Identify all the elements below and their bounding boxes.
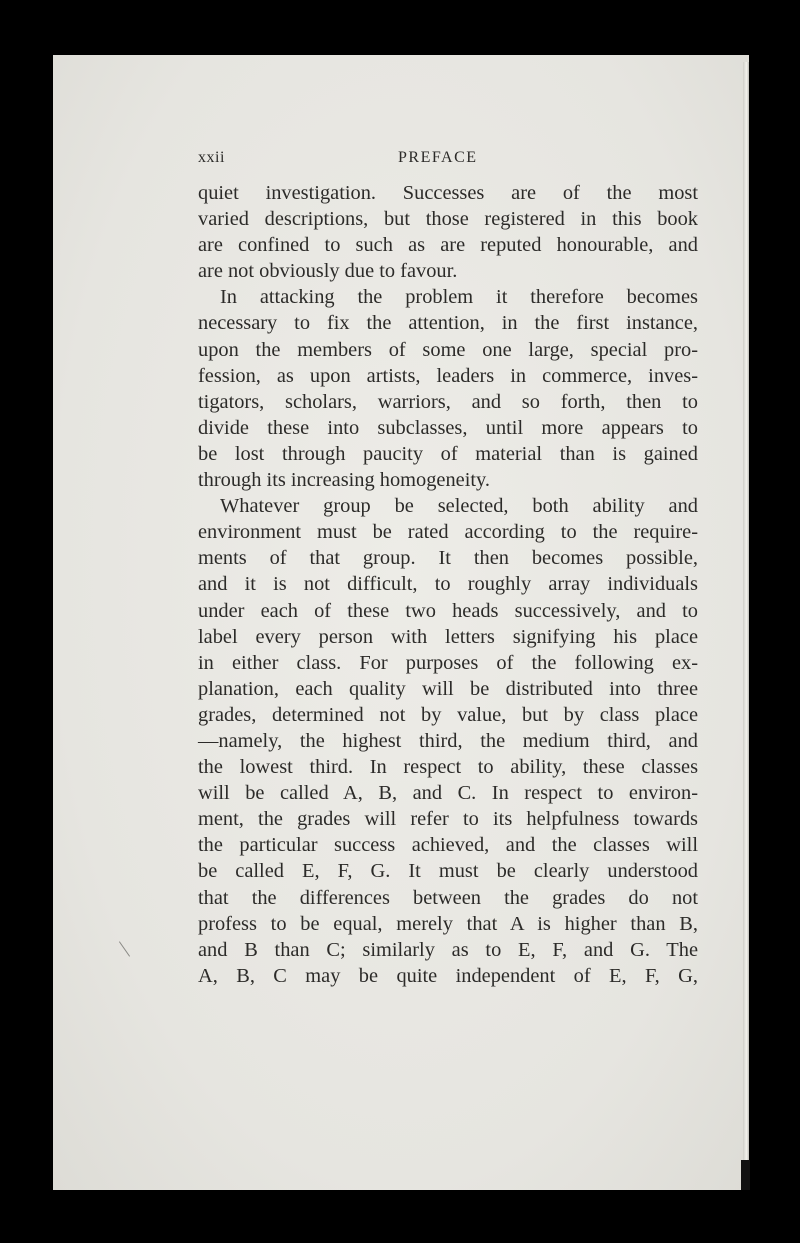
text-line: environment must be rated according to the require-: [198, 521, 698, 544]
text-line: are confined to such as are reputed honourable, and: [198, 234, 698, 257]
text-line: divide these into subclasses, until more appears to: [198, 416, 698, 439]
text-line: under each of these two heads successively, and to: [198, 599, 698, 622]
section-title: PREFACE: [398, 149, 478, 166]
text-line: and B than C; similarly as to E, F, and G. The: [198, 938, 698, 961]
text-line: quiet investigation. Successes are of the most: [198, 182, 698, 204]
text-line: and it is not difficult, to roughly array individuals: [198, 573, 698, 596]
text-line: ment, the grades will refer to its helpfulness towards: [198, 808, 698, 831]
text-line: are not obviously due to favour.: [198, 260, 458, 283]
page-edge: [743, 62, 749, 1190]
body-text: [198, 180, 698, 989]
text-line: the lowest third. In respect to ability, these classes: [198, 756, 698, 779]
text-line: Whatever group be selected, both ability and: [220, 495, 698, 518]
text-line: in either class. For purposes of the following ex-: [198, 651, 698, 674]
text-line: the particular success achieved, and the classes will: [198, 834, 698, 857]
text-line: tigators, scholars, warriors, and so forth, then to: [198, 390, 698, 413]
text-line: label every person with letters signifying his place: [198, 625, 698, 648]
text-line: upon the members of some one large, special pro-: [198, 338, 698, 361]
paragraph: [198, 180, 698, 284]
text-line: be called E, F, G. It must be clearly understood: [198, 860, 698, 883]
text-line: varied descriptions, but those registered in this book: [198, 208, 698, 231]
page-number: xxii: [198, 149, 225, 166]
text-line: will be called A, B, and C. In respect to environ-: [198, 782, 698, 805]
text-line: In attacking the problem it therefore becomes: [220, 286, 698, 309]
text-line: planation, each quality will be distributed into three: [198, 677, 698, 700]
text-line: necessary to fix the attention, in the first instance,: [198, 312, 698, 335]
text-line: grades, determined not by value, but by class place: [198, 703, 698, 726]
text-line: through its increasing homogeneity.: [198, 469, 491, 492]
page-edge-shadow: [741, 1160, 750, 1190]
paragraph: [198, 493, 698, 989]
text-line: fession, as upon artists, leaders in commerce, inves-: [198, 364, 698, 387]
text-line: be lost through paucity of material than is gained: [198, 442, 698, 465]
text-line: —namely, the highest third, the medium third, and: [198, 729, 698, 752]
paragraph: [198, 284, 698, 493]
text-line: ments of that group. It then becomes possible,: [198, 547, 698, 570]
text-line: that the differences between the grades do not: [198, 886, 698, 909]
text-line: profess to be equal, merely that A is higher than B,: [198, 912, 698, 935]
running-head: [198, 149, 698, 171]
text-line: A, B, C may be quite independent of E, F, G,: [198, 964, 698, 987]
